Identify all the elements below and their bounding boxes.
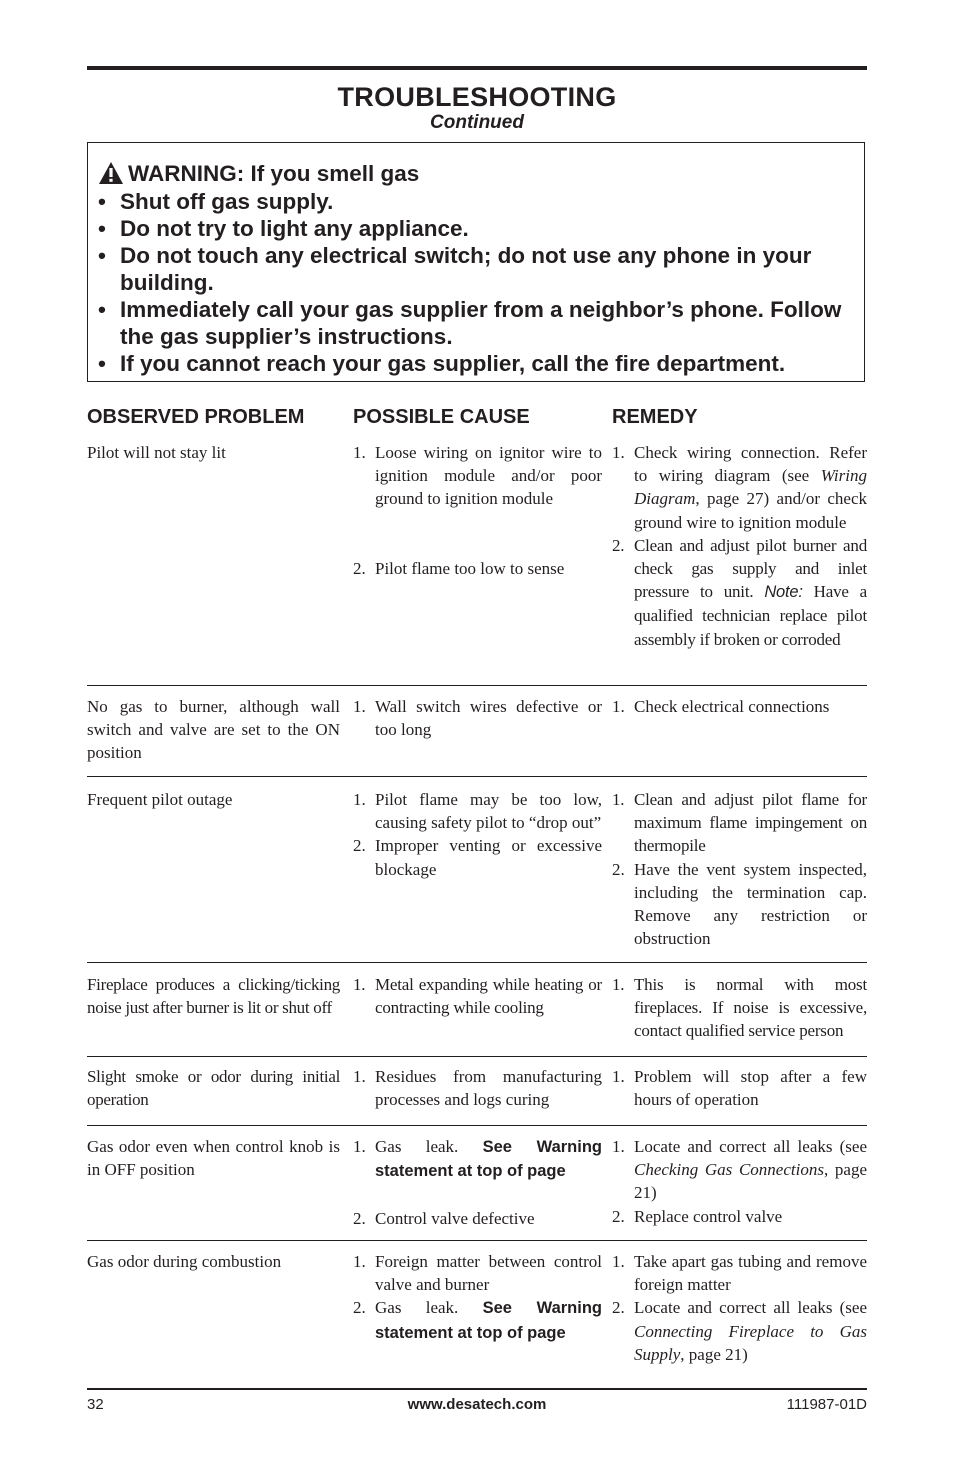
- warning-heading-text: WARNING: If you smell gas: [128, 161, 420, 186]
- warning-item: • Shut off gas supply.: [98, 188, 858, 215]
- cause-item: 2. Improper venting or excessive blockage: [353, 836, 602, 879]
- row-divider: [87, 776, 867, 777]
- remedy-item: 2. Clean and adjust pilot burner and check gas supply and inlet pressure to unit. Note: Have a qualified technician replace pilot assembly if broken or corroded: [612, 535, 867, 649]
- remedy-cell: [612, 1065, 867, 1111]
- cause-item: 1. Loose wiring on ignitor wire to ignition module and/or poor ground to ignition module: [353, 443, 602, 509]
- problem-cell: No gas to burner, although wall switch and valve are set to the ON position: [87, 697, 340, 763]
- header-possible-cause: POSSIBLE CAUSE: [353, 406, 530, 428]
- row-divider: [87, 1125, 867, 1126]
- cause-cell: [353, 1135, 602, 1230]
- problem-cell: Pilot will not stay lit: [87, 443, 226, 462]
- cause-item: 1. Metal expanding while heating or contracting while cooling: [353, 975, 602, 1018]
- remedy-cell: [612, 1250, 867, 1366]
- header-remedy: REMEDY: [612, 406, 698, 428]
- problem-cell: Gas odor during combustion: [87, 1252, 282, 1271]
- cause-cell: [353, 441, 602, 580]
- website-link[interactable]: www.desatech.com: [407, 1396, 547, 1413]
- row-divider: [87, 1240, 867, 1241]
- warning-box: [87, 142, 865, 382]
- remedy-item: 2. Locate and correct all leaks (see Connecting Fireplace to Gas Supply, page 21): [612, 1298, 867, 1364]
- cause-cell: [353, 695, 602, 741]
- remedy-item: 1. Locate and correct all leaks (see Checking Gas Connections, page 21): [612, 1137, 867, 1203]
- cause-item: 1. Gas leak. See Warning statement at top of page: [353, 1137, 602, 1181]
- cause-cell: [353, 1250, 602, 1345]
- remedy-cell: [612, 441, 867, 651]
- cause-item: 2. Control valve defective: [353, 1208, 535, 1228]
- warning-item: • Do not touch any electrical switch; do not use any phone in your building.: [98, 242, 858, 296]
- remedy-cell: [612, 695, 867, 718]
- row-divider: [87, 962, 867, 963]
- page-number: 32: [87, 1396, 104, 1413]
- cause-item: 1. Wall switch wires defective or too long: [353, 697, 602, 740]
- bottom-rule: [87, 1388, 867, 1390]
- warning-triangle-icon: [98, 161, 124, 185]
- problem-cell: Slight smoke or odor during initial operation: [87, 1067, 340, 1110]
- top-rule: [87, 66, 867, 70]
- remedy-item: 1. Clean and adjust pilot flame for maximum flame impingement on thermopile: [612, 790, 867, 856]
- problem-cell: Fireplace produces a clicking/ticking noise just after burner is lit or shut off: [87, 975, 340, 1018]
- remedy-item: 1. This is normal with most fireplaces. If noise is excessive, contact qualified service person: [612, 975, 867, 1041]
- remedy-item: 1. Take apart gas tubing and remove foreign matter: [612, 1252, 867, 1295]
- remedy-cell: [612, 1135, 867, 1228]
- cause-item: 1. Pilot flame may be too low, causing safety pilot to “drop out”: [353, 790, 602, 833]
- problem-cell: Frequent pilot outage: [87, 790, 233, 809]
- cause-cell: [353, 1065, 602, 1111]
- warning-list: [98, 188, 858, 377]
- remedy-item: 1. Problem will stop after a few hours of operation: [612, 1067, 867, 1110]
- cause-cell: [353, 788, 602, 881]
- warning-heading: [98, 160, 419, 187]
- remedy-item: 2. Replace control valve: [612, 1206, 783, 1226]
- problem-cell: Gas odor even when control knob is in OFF position: [87, 1137, 340, 1180]
- header-observed-problem: OBSERVED PROBLEM: [87, 406, 305, 428]
- warning-item: • If you cannot reach your gas supplier, call the fire department.: [98, 350, 858, 377]
- row-divider: [87, 1056, 867, 1057]
- document-code: 111987-01D: [786, 1396, 867, 1413]
- cause-item: 1. Residues from manufacturing processes and logs curing: [353, 1067, 602, 1110]
- page-subtitle: Continued: [430, 112, 524, 133]
- cause-item: 2. Pilot flame too low to sense: [353, 559, 565, 578]
- warning-item: • Immediately call your gas supplier from a neighbor’s phone. Follow the gas supplier’s instructions.: [98, 296, 858, 350]
- row-divider: [87, 685, 867, 686]
- remedy-item: 2. Have the vent system inspected, including the termination cap. Remove any restriction or obstruction: [612, 859, 867, 949]
- cause-item: 2. Gas leak. See Warning statement at top of page: [353, 1298, 602, 1342]
- cause-cell: [353, 973, 602, 1019]
- cause-item: 1. Foreign matter between control valve and burner: [353, 1252, 602, 1295]
- remedy-cell: [612, 973, 867, 1043]
- warning-item: • Do not try to light any appliance.: [98, 215, 858, 242]
- page-title: TROUBLESHOOTING: [337, 82, 617, 112]
- remedy-item: 1. Check wiring connection. Refer to wiring diagram (see Wiring Diagram, page 27) and/or check ground wire to ignition module: [612, 443, 867, 532]
- remedy-cell: [612, 788, 867, 950]
- remedy-item: 1. Check electrical connections: [612, 697, 830, 716]
